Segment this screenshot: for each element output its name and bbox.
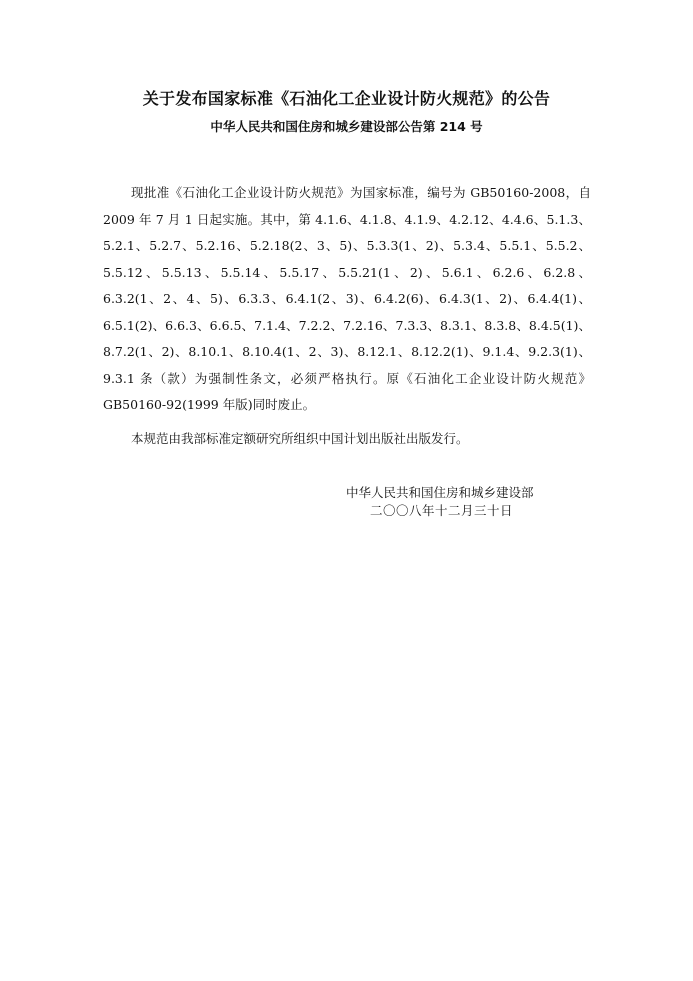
- signature-date: 二〇〇八年十二月三十日: [370, 503, 514, 518]
- paragraph-announcement: 现批准《石油化工企业设计防火规范》为国家标准，编号为 GB50160-2008，自 2009 年 7 月 1 日起实施。其中，第 4.1.6、4.1.8、4.1.9、4.2.12、4.4.6、5.1.3、5.2.1、5.2.7、5.2.16、5.2.18(2、3、5)、5.3.3(1、2)、5.3.4、5.5.1、5.5.2、5.5.12、5.5.13、5.5.14、5.5.17、5.5.21(1、2)、5.6.1、6.2.6、6.2.8、6.3.2(1、2、4、5)、6.3.3、6.4.1(2、3)、6.4.2(6)、6.4.3(1、2)、6.4.4(1)、6.5.1(2)、6.6.3、6.6.5、7.1.4、7.2.2、7.2.16、7.3.3、8.3.1、8.3.8、8.4.5(1)、8.7.2(1、2)、8.10.1、8.10.4(1、2、3)、8.12.1、8.12.2(1)、9.1.4、9.2.3(1)、9.3.1 条（款）为强制性条文，必须严格执行。原《石油化工企业设计防火规范》GB50160-92(1999 年版)同时废止。: [103, 185, 591, 412]
- document-title: 关于发布国家标准《石油化工企业设计防火规范》的公告: [142, 89, 551, 108]
- publishing-section: [103, 426, 591, 453]
- document-subtitle: 中华人民共和国住房和城乡建设部公告第 214 号: [210, 119, 483, 134]
- signature-organization: 中华人民共和国住房和城乡建设部: [346, 485, 534, 500]
- body-section: [103, 180, 591, 419]
- paragraph-publishing: 本规范由我部标准定额研究所组织中国计划出版社出版发行。: [131, 431, 469, 446]
